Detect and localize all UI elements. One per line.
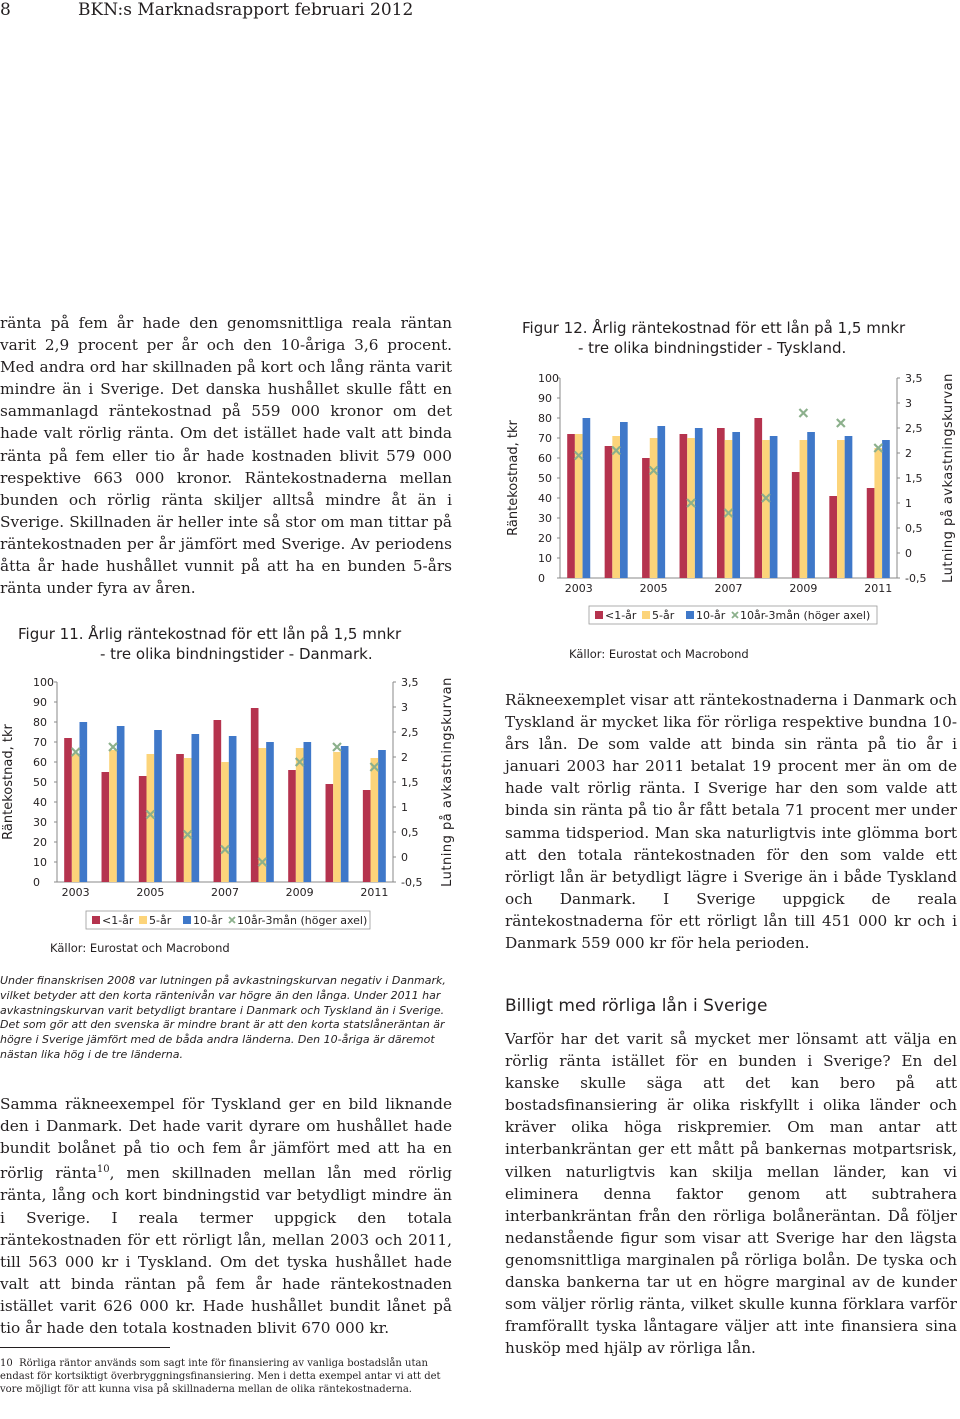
bar-10yr (770, 436, 778, 578)
footnote-text: Rörliga räntor används som sagt inte för finansiering av vanliga bostadslån utan endast för kortsiktigt överbryggningsfinansiering. Men i detta exempel antar vi att det vore möjligt för att kunna visa på skillnaderna mellan de olika räntekostnaderna. (0, 1358, 441, 1395)
legend-label: 10år-3mån (höger axel) (237, 914, 368, 927)
y2-tick-label: 3,5 (401, 676, 419, 689)
bar-lt1yr (642, 458, 650, 578)
y2-tick-label: 1,5 (905, 472, 923, 485)
chart-caption: Under finanskrisen 2008 var lutningen på avkastningskurvan negativ i Danmark, vilket betyder att den korta räntenivån var högre än den långa. Under 2011 har avkastningskurvan varit betydligt brantare i Danmark och Tyskland än i Sverige. Det som gör att den svenska är mindre brant är att den korta statslåneräntan är högre i Sverige jämfört med de båda andra länderna. Den 10-åriga är däremot nästan lika hög i de tre länderna. (0, 974, 446, 1061)
y-tick-label: 60 (33, 756, 47, 769)
chart-source: Källor: Eurostat och Macrobond (569, 647, 749, 661)
y-tick-label: 80 (538, 412, 552, 425)
bar-lt1yr (139, 776, 147, 882)
bar-5yr (800, 440, 808, 578)
y2-tick-label: 0 (905, 547, 912, 560)
y-axis-title: Räntekostnad, tkr (506, 420, 521, 536)
x-tick-label: 2007 (714, 582, 743, 595)
bar-10yr (341, 746, 349, 882)
figure-11-title-line1: Figur 11. Årlig räntekostnad för ett lån på 1,5 mnkr (18, 625, 402, 643)
y-tick-label: 30 (538, 512, 552, 525)
figure-11-chart (0, 660, 460, 960)
bar-10yr (117, 726, 125, 882)
bar-10yr (732, 432, 740, 578)
y2-axis-title: Lutning på avkastningskurvan (440, 677, 455, 887)
page-number: 8 (0, 0, 11, 20)
legend-label: <1-år (102, 914, 134, 927)
bar-10yr (154, 730, 162, 882)
y2-tick-label: 0,5 (905, 522, 923, 535)
y2-tick-label: 2,5 (401, 726, 419, 739)
y-tick-label: 70 (33, 736, 47, 749)
y2-tick-label: 0,5 (401, 826, 419, 839)
germany-paragraph-part1: Samma räkneexempel för Tyskland ger en bild liknande den i Danmark. Det hade varit dyrare om hushållet hade bundit bolånet på tio och fem år jämfört med att ha en rörlig ränta (0, 1095, 452, 1183)
bar-lt1yr (288, 770, 296, 882)
bar-10yr (191, 734, 199, 882)
legend-swatch (139, 916, 147, 924)
legend-swatch (92, 916, 100, 924)
y2-tick-label: 2,5 (905, 422, 923, 435)
x-tick-label: 2009 (285, 886, 314, 899)
figure-12-title (522, 318, 958, 358)
y-tick-label: 30 (33, 816, 47, 829)
footnote-number: 10 (0, 1358, 13, 1369)
bar-lt1yr (754, 418, 762, 578)
y2-tick-label: 3 (905, 397, 912, 410)
y2-tick-label: 2 (905, 447, 912, 460)
y-tick-label: 40 (538, 492, 552, 505)
bar-5yr (333, 752, 341, 882)
legend-label: 10-år (193, 914, 223, 927)
x-tick-label: 2007 (211, 886, 239, 899)
y-tick-label: 40 (33, 796, 47, 809)
bar-5yr (221, 762, 229, 882)
legend-swatch (686, 611, 694, 619)
figure-12-title-line1: Figur 12. Årlig räntekostnad för ett lån på 1,5 mnkr (522, 319, 906, 337)
slope-marker (837, 419, 845, 427)
y-tick-label: 90 (538, 392, 552, 405)
bar-10yr (845, 436, 853, 578)
legend-label: 10år-3mån (höger axel) (740, 609, 871, 622)
right-paragraph-1: Räkneexemplet visar att räntekostnaderna i Danmark och Tyskland är mycket lika för rörliga respektive bundna 10-års lån. De som valde att binda sin ränta på tio år i januari 2003 har 2011 betalat 19 procent mer än om de hade valt rörlig ränta. I Sverige har den som valde att binda sin ränta på tio år fått betala 71 procent mer under samma tidsperiod. Man ska naturligtvis inte glömma bort att den totala räntekostnaden för den som valde ett rörligt lån är betydligt lägre i Sverige än i både Tyskland och Danmark. I Sverige uppgick de reala räntekostnaderna för ett rörligt lån till 451 000 kr och i Danmark 559 000 kr för hela perioden. (505, 691, 957, 953)
bar-10yr (583, 418, 591, 578)
x-tick-label: 2011 (864, 582, 893, 595)
y-tick-label: 60 (538, 452, 552, 465)
figure-11-title-line2: - tre olika bindningstider - Danmark. (100, 645, 373, 663)
legend-swatch (183, 916, 191, 924)
y-tick-label: 70 (538, 432, 552, 445)
bar-lt1yr (102, 772, 110, 882)
intro-paragraph: ränta på fem år hade den genomsnittliga reala räntan varit 2,9 procent per år och den 10-åriga 3,6 procent. Med andra ord har skillnaden på kort och lång ränta varit mindre än i Sverige. Det danska hushållet skulle fått en sammanlagd räntekostnad på 559 000 kronor om det hade valt rörlig ränta. Om det istället hade valt att binda ränta på fem eller tio år hade kostnaden blivit 579 000 respektive 663 000 kronor. Räntekostnaderna mellan bunden och rörlig ränta skiljer alltså mindre åt än i Sverige. Skillnaden är heller inte så stor om man tittar på räntekostnaden per år jämfört med Sverige. Av periodens åtta år hade hushållet vunnit på att ha en bunden 5-års ränta under fyra av åren. (0, 314, 452, 598)
y2-tick-label: -0,5 (401, 876, 423, 889)
bar-lt1yr (363, 790, 371, 882)
y-tick-label: 80 (33, 716, 47, 729)
legend-swatch (595, 611, 603, 619)
legend-label: 5-år (149, 914, 172, 927)
x-tick-label: 2005 (639, 582, 668, 595)
bar-10yr (882, 440, 890, 578)
bar-10yr (378, 750, 386, 882)
right-paragraph-2: Varför har det varit så mycket mer lönsamt att välja en rörlig ränta istället för en bunden i Sverige? En del kanske skulle säga att det kan bero på att bostadsfinansiering är olika riskfyllt i olika länder och kräver olika höga riskpremier. Om man antar att interbankräntan ger ett mått på bankernas motpartsrisk, vilken naturligtvis kan skilja mellan länder, kan vi eliminera denna faktor genom att subtrahera interbankräntan från den rörliga bolåneräntan. Då följer nedanstående figur som visar att Sverige har den lägsta genomsnittliga marginalen på rörliga bolån. De tyska och danska bankerna tar ut en högre marginal av de kunder som väljer rörlig ränta, vilket skulle kunna förklara varför framförallt tyska låntagare väljer att inte finansiera sina husköp med hjälp av rörliga lån. (505, 1030, 957, 1358)
bar-10yr (657, 426, 665, 578)
bar-lt1yr (567, 434, 575, 578)
bar-5yr (837, 440, 845, 578)
y2-tick-label: 3,5 (905, 372, 923, 385)
x-tick-label: 2011 (360, 886, 389, 899)
running-title: BKN:s Marknadsrapport februari 2012 (78, 0, 414, 20)
chart-source: Källor: Eurostat och Macrobond (50, 941, 230, 955)
figure-12-title-line2: - tre olika bindningstider - Tyskland. (578, 339, 847, 357)
bar-5yr (687, 438, 695, 578)
y2-tick-label: 1 (905, 497, 912, 510)
x-tick-label: 2003 (61, 886, 90, 899)
legend-swatch (642, 611, 650, 619)
slope-marker (333, 743, 341, 751)
bar-lt1yr (64, 738, 72, 882)
y-tick-label: 10 (538, 552, 552, 565)
y2-axis-title: Lutning på avkastningskurvan (941, 373, 956, 583)
y-tick-label: 100 (33, 676, 54, 689)
bar-5yr (612, 436, 620, 578)
y-tick-label: 50 (538, 472, 552, 485)
y2-tick-label: 0 (401, 851, 408, 864)
y2-tick-label: 3 (401, 701, 408, 714)
bar-lt1yr (680, 434, 688, 578)
y2-tick-label: 2 (401, 751, 408, 764)
bar-5yr (874, 448, 882, 578)
x-tick-label: 2009 (789, 582, 818, 595)
bar-lt1yr (867, 488, 875, 578)
bar-5yr (72, 754, 80, 882)
bar-lt1yr (605, 446, 613, 578)
figure-11-title (18, 624, 448, 664)
germany-paragraph-part2: , men skillnaden mellan lån med rörlig ränta, lång och kort bindningstid var betydligt mindre än i Sverige. I reala termer uppgick den totala räntekostnaden för ett rörligt lån, mellan 2003 och 2011, till 563 000 kr i Tyskland. Om det tyska hushållet hade valt att binda räntan på fem år hade räntekostnaden istället varit 626 000 kr. Hade hushållet bundit lånet på tio år hade den totala kostnaden blivit 670 000 kr. (0, 1164, 453, 1338)
bar-lt1yr (326, 784, 334, 882)
legend-label: <1-år (605, 609, 637, 622)
bar-lt1yr (792, 472, 800, 578)
legend-label: 5-år (652, 609, 675, 622)
bar-5yr (371, 758, 379, 882)
y-tick-label: 10 (33, 856, 47, 869)
y-tick-label: 0 (33, 876, 40, 889)
bar-lt1yr (176, 754, 184, 882)
slope-marker (799, 409, 807, 417)
y-tick-label: 0 (538, 572, 545, 585)
footnote (0, 1357, 452, 1396)
bar-5yr (184, 758, 192, 882)
bar-lt1yr (214, 720, 222, 882)
x-tick-label: 2003 (564, 582, 593, 595)
y-tick-label: 90 (33, 696, 47, 709)
germany-paragraph (0, 1093, 452, 1339)
legend-label: 10-år (696, 609, 726, 622)
bar-10yr (79, 722, 87, 882)
y2-tick-label: -0,5 (905, 572, 927, 585)
y-tick-label: 100 (538, 372, 559, 385)
bar-5yr (650, 438, 658, 578)
bar-lt1yr (251, 708, 259, 882)
bar-lt1yr (717, 428, 725, 578)
bar-5yr (109, 750, 117, 882)
y2-tick-label: 1,5 (401, 776, 419, 789)
figure-12-chart (500, 356, 960, 668)
x-tick-label: 2005 (136, 886, 165, 899)
footnote-reference[interactable]: 10 (96, 1164, 110, 1176)
bar-5yr (762, 440, 770, 578)
bar-5yr (296, 748, 304, 882)
y-tick-label: 20 (538, 532, 552, 545)
slope-marker (109, 743, 117, 751)
bar-10yr (303, 742, 311, 882)
y-tick-label: 20 (33, 836, 47, 849)
bar-10yr (807, 432, 815, 578)
bar-10yr (229, 736, 237, 882)
footnote-divider (0, 1347, 170, 1348)
section-heading: Billigt med rörliga lån i Sverige (505, 996, 768, 1016)
y-tick-label: 50 (33, 776, 47, 789)
y2-tick-label: 1 (401, 801, 408, 814)
bar-10yr (620, 422, 628, 578)
bar-lt1yr (829, 496, 837, 578)
bar-10yr (266, 742, 274, 882)
y-axis-title: Räntekostnad, tkr (1, 724, 16, 840)
bar-10yr (695, 428, 703, 578)
